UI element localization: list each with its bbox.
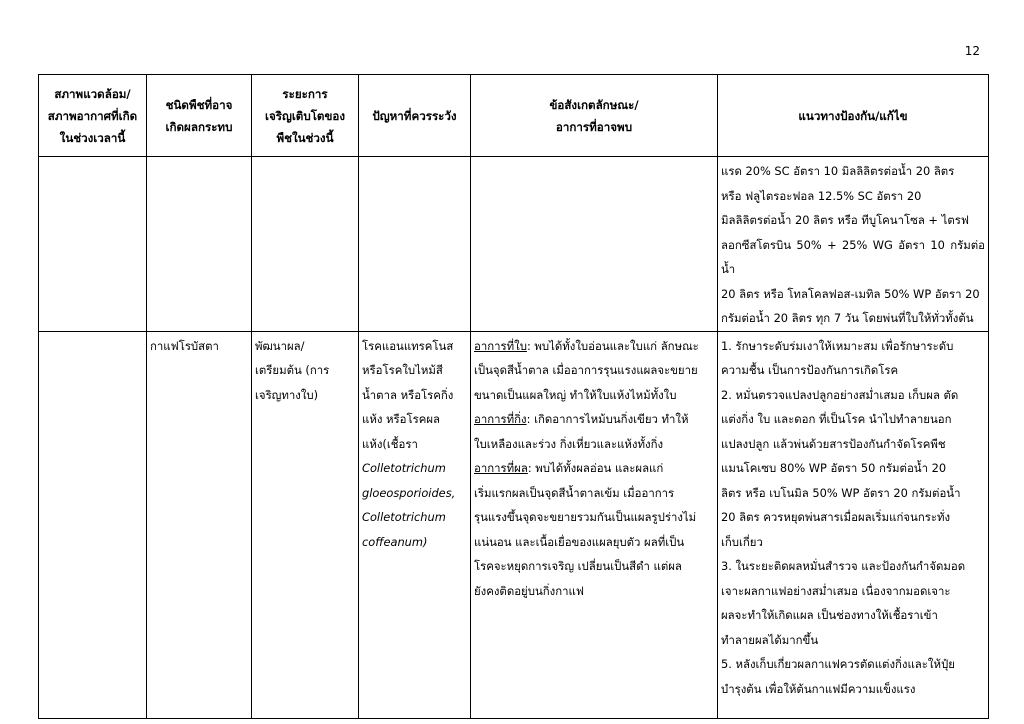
- header-growth-stage: ระยะการ เจริญเติบโตของ พืชในช่วงนี้: [252, 75, 359, 157]
- leaf-symptom-label: อาการที่ใบ: [474, 338, 527, 353]
- header-environment: สภาพแวดล้อม/ สภาพอากาศที่เกิด ในช่วงเวลานี้: [39, 75, 147, 157]
- cell-environment: [39, 331, 147, 718]
- cell-problem: โรคแอนแทรคโนส หรือโรคใบไหม้สี น้ำตาล หรือโรคกิ่ง แห้ง หรือโรคผล แห้ง(เชื้อรา Colletotrichum gloeosporioides, Colletotrichum coffeanum): [359, 331, 471, 718]
- cell-solution: 1. รักษาระดับร่มเงาให้เหมาะสม เพื่อรักษาระดับ ความชื้น เป็นการป้องกันการเกิดโรค 2. หมั่นตรวจแปลงปลูกอย่างสม่ำเสมอ เก็บผล ตัด แต่งกิ่ง ใบ และดอก ที่เป็นโรค นำไปทำลายนอก แปลงปลูก แล้วพ่นด้วยสารป้องกันกำจัดโรคพืช แมนโคเซบ 80% WP อัตรา 50 กรัมต่อน้ำ 20 ลิตร หรือ เบโนมิล 50% WP อัตรา 20 กรัมต่อน้ำ 20 ลิตร ควรหยุดพ่นสารเมื่อผลเริ่มแก่จนกระทั่ง เก็บเกี่ยว 3. ในระยะติดผลหมั่นสำรวจ และป้องกันกำจัดมอด เจาะผลกาแฟอย่างสม่ำเสมอ เนื่องจากมอดเจาะ ผลจะทำให้เกิดแผล เป็นช่องทางให้เชื้อราเข้า ทำลายผลได้มากขึ้น 5. หลังเก็บเกี่ยวผลกาแฟควรตัดแต่งกิ่งและให้ปุ๋ย บำรุงต้น เพื่อให้ต้นกาแฟมีความแข็งแรง: [718, 331, 989, 718]
- header-problem: ปัญหาที่ควรระวัง: [359, 75, 471, 157]
- table-row: [39, 157, 989, 332]
- cell-symptoms: อาการที่ใบ: พบได้ทั้งใบอ่อนและใบแก่ ลักษณะ เป็นจุดสีน้ำตาล เมื่ออาการรุนแรงแผลจะขยาย ขนาดเป็นแผลใหญ่ ทำให้ใบแห้งไหม้ทั้งใบ อาการที่กิ่ง: เกิดอาการไหม้บนกิ่งเขียว ทำให้ ใบเหลืองและร่วง กิ่งเหี่ยวและแห้งทั้งกิ่ง อาการที่ผล: พบได้ทั้งผลอ่อน และผลแก่ เริ่มแรกผลเป็นจุดสีน้ำตาลเข้ม เมื่ออาการ รุนแรงขึ้นจุดจะขยายรวมกันเป็นแผลรูปร่างไม่ แน่นอน และเนื้อเยื่อของแผลยุบตัว ผลที่เป็น โรคจะหยุดการเจริญ เปลี่ยนเป็นสีดำ แต่ผล ยังคงติดอยู่บนกิ่งกาแฟ: [471, 331, 718, 718]
- cell-stage: [252, 157, 359, 332]
- cell-symptoms: [471, 157, 718, 332]
- branch-symptom-label: อาการที่กิ่ง: [474, 412, 527, 426]
- cell-stage: พัฒนาผล/ เตรียมต้น (การ เจริญทางใบ): [252, 331, 359, 718]
- header-affected-crop: ชนิดพืชที่อาจ เกิดผลกระทบ: [147, 75, 252, 157]
- cell-problem: [359, 157, 471, 332]
- recommendation-table: [38, 74, 989, 719]
- header-solution: แนวทางป้องกัน/แก้ไข: [718, 75, 989, 157]
- cell-crop: [147, 157, 252, 332]
- page-number: 12: [964, 44, 980, 58]
- header-symptoms: ข้อสังเกตลักษณะ/ อาการที่อาจพบ: [471, 75, 718, 157]
- table-row: [39, 331, 989, 718]
- cell-solution: แรด 20% SC อัตรา 10 มิลลิลิตรต่อน้ำ 20 ลิตร หรือ ฟลูไตรอะฟอล 12.5% SC อัตรา 20 มิลลิลิตรต่อน้ำ 20 ลิตร หรือ ทีบูโคนาโซล + ไตรฟ ลอกซีสโตรบิน 50% + 25% WG อัตรา 10 กรัมต่อน้ำ 20 ลิตร หรือ โทลโคลฟอส-เมทิล 50% WP อัตรา 20 กรัมต่อน้ำ 20 ลิตร ทุก 7 วัน โดยพ่นที่ใบให้ทั่วทั้งต้น: [718, 157, 989, 332]
- fruit-symptom-label: อาการที่ผล: [474, 461, 528, 475]
- cell-environment: [39, 157, 147, 332]
- cell-crop: กาแฟโรบัสตา: [147, 331, 252, 718]
- header-row: [39, 75, 989, 157]
